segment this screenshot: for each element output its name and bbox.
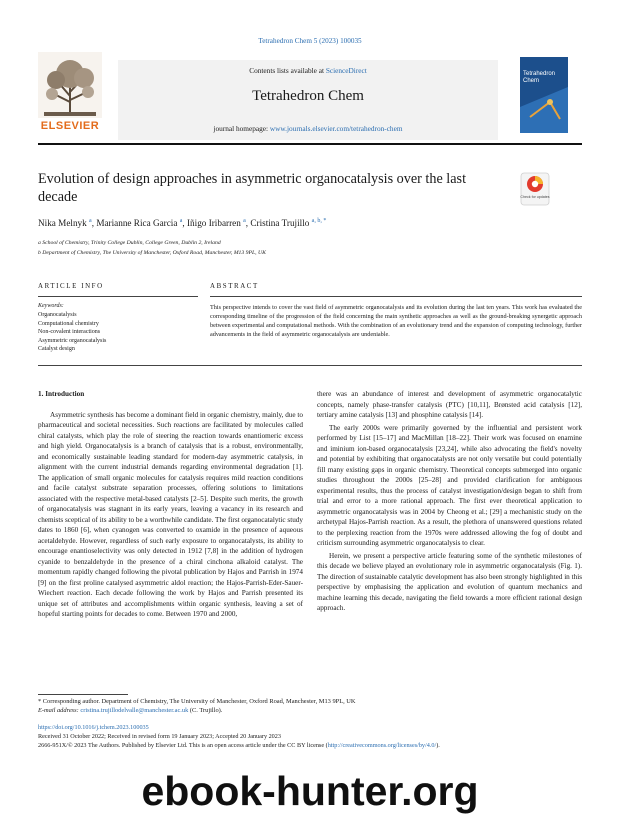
license-line <box>38 742 582 749</box>
keyword-item: Computational chemistry <box>38 320 99 327</box>
author-3[interactable]: Iñigo Iribarren $^a$ <box>187 218 246 229</box>
homepage-prefix: journal homepage: <box>213 124 269 133</box>
keywords-title: Keywords: <box>38 303 64 309</box>
cover-title: Tetrahedron Chem <box>523 71 556 84</box>
cover-art <box>520 57 568 133</box>
author-4[interactable]: Cristina Trujillo $^{a, b, *}$ <box>250 218 327 229</box>
contents-line <box>118 66 498 75</box>
license-suffix: ). <box>436 742 440 749</box>
journal-reference[interactable]: Tetrahedron Chem 5 (2023) 100035 <box>258 37 362 45</box>
license-prefix: 2666-951X/© 2023 The Authors. Published by Elsevier Ltd. This is an open access article under the CC BY license ( <box>38 742 328 749</box>
received-dates: Received 31 October 2022; Received in revised form 19 January 2023; Accepted 20 January 2023 <box>38 733 281 740</box>
check-for-updates-badge[interactable] <box>520 172 550 206</box>
license-link[interactable]: http://creativecommons.org/licenses/by/4.0/ <box>327 742 437 749</box>
keyword-item: Non-covalent interactions <box>38 329 101 335</box>
email-link[interactable]: cristina.trujillodelvalle@manchester.ac.uk <box>80 706 189 714</box>
body-paragraph: there was an abundance of interest and development of asymmetric organocatalytic concepts, namely phase-transfer catalysis (PTC) [10,11], Brønsted acid catalysis [12], tertiary amine catalysis [13] and phosphine catalysis [14]. <box>317 390 582 419</box>
affiliation-b: b Department of Chemistry, The University of Manchester, Oxford Road, Manchester, M13 9PL, UK <box>38 250 266 256</box>
footnote-rule <box>38 694 128 695</box>
article-title: Evolution of design approaches in asymmetric organocatalysis over the last decade <box>38 171 467 205</box>
journal-name: Tetrahedron Chem <box>252 88 364 104</box>
homepage-link[interactable]: www.journals.elsevier.com/tetrahedron-chem <box>269 124 403 133</box>
header-rule <box>38 143 582 145</box>
abstract-bottom-rule <box>38 365 582 366</box>
article-info-rule <box>38 296 198 297</box>
sciencedirect-link[interactable]: ScienceDirect <box>325 66 367 75</box>
keyword-item: Asymmetric organocatalysis <box>38 337 107 344</box>
corresponding-note: * Corresponding author. Department of Chemistry, The University of Manchester, Oxford Road, Manchester, M13 9PL, UK <box>38 698 356 705</box>
email-suffix: (C. Trujillo). <box>189 706 223 714</box>
contents-prefix: Contents lists available at <box>249 66 325 75</box>
check-updates-label: Check for updates <box>520 195 550 199</box>
homepage-line <box>118 124 498 133</box>
publisher-logo-text: ELSEVIER <box>40 120 100 132</box>
corresponding-author-footnote <box>38 698 582 715</box>
abstract-text: This perspective intends to cover the vast field of asymmetric organocatalysis and its evolution during the last ten years. This work has evaluated the corresponding timeline of the progression of the field concerning the main synthetic approaches as well as the ground-breaking synergetic approach between experimental and computational methods. With the combination of an evolutionary trend and the expansion of computing technology, further advancements in the field of asymmetric organocatalysis are undeniable. <box>210 304 582 339</box>
doi-link[interactable]: https://doi.org/10.1016/j.tchem.2023.100035 <box>38 724 149 731</box>
journal-cover-image <box>520 57 568 133</box>
check-updates-icon <box>520 172 550 206</box>
body-paragraph: Herein, we present a perspective article featuring some of the synthetic milestones of this decade we believe played an evolutionary role in asymmetric organocatalysis (Fig. 1). The direction of sustainable catalytic development has also been strongly highlighted in this perspective by emphasising the application and evolution of quantum mechanics and machine learning this decade, navigating the field towards a more efficient rational design approach. <box>317 551 582 612</box>
author-2[interactable]: Marianne Rica Garcia $^a$ <box>96 218 183 229</box>
email-line <box>38 707 582 716</box>
affiliation-a: a School of Chemistry, Trinity College Dublin, College Green, Dublin 2, Ireland <box>38 240 221 246</box>
watermark: ebook-hunter.org <box>141 768 479 814</box>
body-paragraph: Asymmetric synthesis has become a dominant field in organic chemistry, mainly, due to pharmaceutical and societal necessities. Such reactions are facilitated by molecules called chiral catalysts, which play the role of steering the reaction towards enantiomeric excess and high yield. Organocatalysis is a branch of catalysis that is a robust, environmentally, and economically sustainable leading standard for modern-day asymmetric catalysis, in alignment with the current industrial demands regarding environmental degradation [1]. The application of small organic molecules for catalysis requires mild reaction conditions and facile catalyst substrate separation processes, offering solutions to limitations associated with the respective metal-based catalysts [2–5]. Despite such merits, the growth of organocatalysis was stagnant in its early years, leaving a vacancy in its research and chemists sceptical of its ability to be a worthwhile candidate. The first organocatalytic study dates to 1860 [6], when cyanogen was converted to oxamide in the presence of aqueous acetaldehyde. However, regardless of such early exposure to organocatalysts, its ability to encourage enantioselectivity was only detected in 1912 [7,8] in the addition of hydrogen cyanide to benzaldehyde in the presence of a chiral cinchona alkaloid catalyst. The momentum rapidly changed following the pivotal publication by Hajos and Parrish in 1974 [9] on the first proline catalysed asymmetric aldol reaction; the Hajos-Parrish-Eder-Sauer-Wiechert reaction. Each decade following the work by Hajos and Parrish presented its unique set of attributes and accomplishments within organic synthesis, leaving a set of hopeful starting points for decades to come. Between 1970 and 2000, <box>38 410 303 618</box>
article-info-heading: ARTICLE INFO <box>38 283 104 290</box>
introduction-heading: 1. Introduction <box>38 390 85 398</box>
body-paragraph: The early 2000s were primarily governed by the influential and persistent work performed by List [15–17] and MacMillan [18–22]. Their work was focused on enamine and iminium ion-based organocatalysis [23,24], while also advocating the field's novelty and potential by exhibiting that organocatalysts are not only versatile but could potentially fill many existing gaps in organic chemistry. Theoretical concepts submerged into organic studies throughout the 2000s [25–28] and provided clarification for ambiguous experimental results, thus the process of catalyst investigation/design began to shift from trial and error to a more rational approach. The first ever theoretical application to asymmetric organocatalysis was in 2004 by Cheong et al.; [29] a mechanistic study on the archetypal Hajos-Parrish reaction. As a result, the plethora of unanswered questions related to the perplexing reaction from the 1970s were addressed allowing the fog of doubt and criticism surrounding asymmetric organocatalysis to clear. <box>317 423 582 547</box>
abstract-heading: ABSTRACT <box>210 283 259 290</box>
left-column <box>38 389 303 620</box>
author-list: Nika Melnyk $^a$, Marianne Rica Garcia $^a$, Iñigo Iribarren $^a$, Cristina Trujillo $^{a, b, *}$ <box>38 218 327 229</box>
keyword-item: Organocatalysis <box>38 312 77 318</box>
right-column <box>317 389 582 614</box>
abstract-rule <box>210 296 582 297</box>
keyword-item: Catalyst design <box>38 346 75 352</box>
email-label: E-mail address: <box>38 706 79 714</box>
author-1[interactable]: Nika Melnyk $^a$ <box>38 218 92 229</box>
